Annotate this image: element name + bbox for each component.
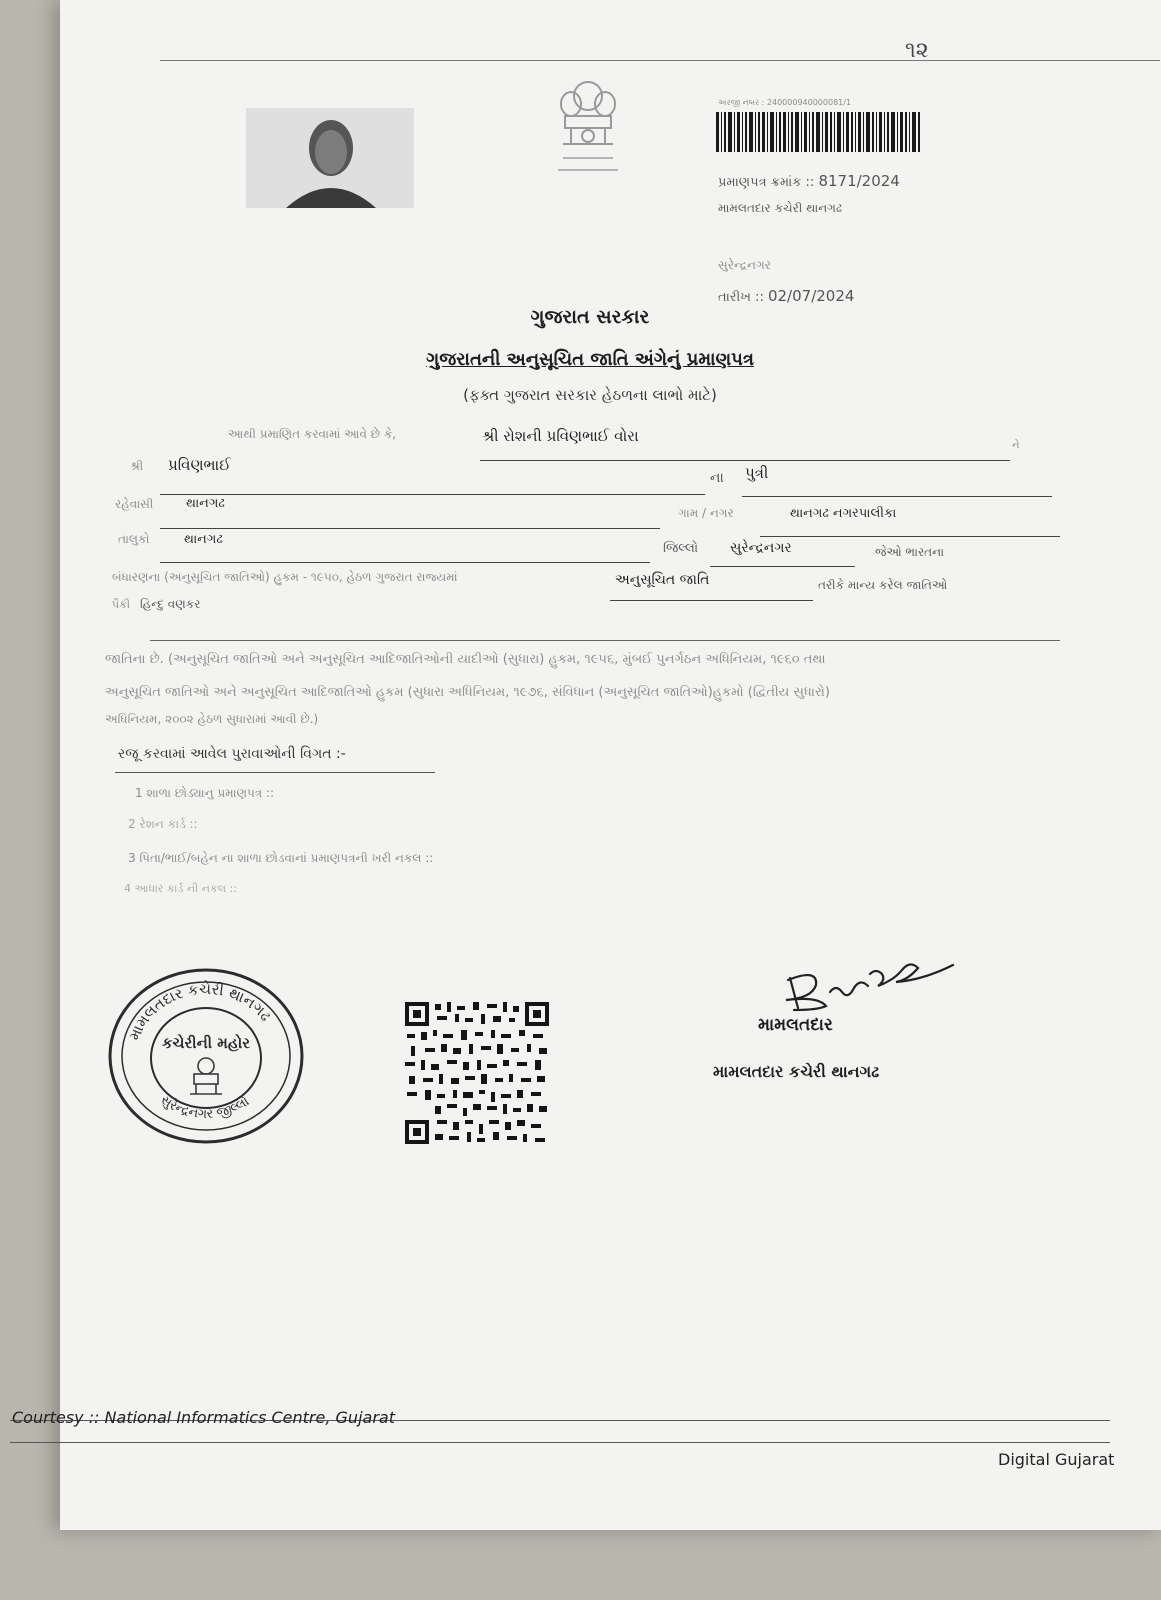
resident-underline <box>160 528 660 529</box>
certificate-number-label: પ્રમાણપત્ર ક્રમાંક :: <box>718 175 815 190</box>
person-photo-icon <box>246 108 414 208</box>
certificate-sheet <box>12 0 1161 1530</box>
father-name: પ્રવિણભાઈ <box>168 456 231 474</box>
office-seal <box>106 966 306 1146</box>
legal-line-2: અનુસૂચિત જાતિઓ અને અનુસૂચિત આદિજાતિઓ હુકમ (સુધારા અધિનિયમ, ૧૯૭૬, સંવિધાન (અનુસૂચિત જાતિઓ)હુકમો (દ્વિતીય સુધારો) <box>105 685 830 700</box>
government-heading: ગુજરાત સરકાર <box>530 306 650 328</box>
round-seal-icon <box>106 966 306 1146</box>
signatory-office: મામલતદાર કચેરી થાનગઢ <box>713 1062 880 1081</box>
relation-underline <box>742 496 1052 497</box>
village-underline <box>760 536 1060 537</box>
ashoka-emblem-icon <box>543 74 633 184</box>
holder-name: શ્રી રોશની પ્રવિણભાઈ વોરા <box>482 427 639 445</box>
certificate-title: ગુજરાતની અનુસૂચિત જાતિ અંગેનું પ્રમાણપત્ર <box>426 349 754 370</box>
district-value: સુરેન્દ્રનગર <box>730 540 792 556</box>
brand-text: Digital Gujarat <box>998 1450 1115 1469</box>
intro-text: આથી પ્રમાણિત કરવામાં આવે છે કે, <box>228 427 397 441</box>
caste-category: અનુસૂચિત જાતિ <box>615 572 710 588</box>
date-value: 02/07/2024 <box>767 287 855 305</box>
signature-mark <box>778 940 968 1015</box>
certificate-date <box>718 287 854 305</box>
relation-value: પુત્રી <box>745 464 769 482</box>
caste-category-underline <box>610 600 813 601</box>
village-label: ગામ / નગર <box>678 506 734 520</box>
whose-label: જેઓ ભારતના <box>875 545 945 559</box>
ne-suffix: ને <box>1012 440 1020 451</box>
evidence-item: 1 શાળા છોડ્યાનુ પ્રમાણપત્ર :: <box>135 786 275 800</box>
applicant-photo <box>246 108 414 208</box>
barcode <box>716 112 922 152</box>
page-number: ૧૨ <box>905 38 929 63</box>
caste-underline <box>150 640 1060 641</box>
signatory-title: મામલતદાર <box>758 1015 833 1035</box>
certificate-number <box>718 172 900 190</box>
evidence-item: 2 રેશન કાર્ડ :: <box>128 817 198 831</box>
taluka-value: થાનગઢ <box>184 532 223 547</box>
svg-text:સુરેન્દ્રનગર જીલ્લો <box>158 1093 253 1122</box>
courtesy-text: Courtesy :: National Informatics Centre, Gujarat <box>12 1408 395 1427</box>
footer-bottom-rule <box>10 1442 1110 1443</box>
legal-line-3: અધિનિયમ, ૨૦૦૨ હેઠળ સુધારામાં આવી છે.) <box>105 712 319 726</box>
father-underline <box>160 494 705 495</box>
na-label: ના <box>710 470 724 486</box>
evidence-item: 4 આધાર કાર્ડ ની નકલ :: <box>124 882 237 895</box>
seal-bottom-text: સુરેન્દ્રનગર જીલ્લો <box>157 1092 253 1122</box>
issuing-office: મામલતદાર કચેરી થાનગઢ <box>718 201 842 215</box>
barcode-label: અરજી નંબર : 240000940000081/1 <box>718 98 852 107</box>
certificate-place: સુરેન્દ્રનગર <box>718 258 771 272</box>
caste-value: હિન્દુ વણકર <box>140 597 201 611</box>
seal-top-text: મામલતદાર કચેરી થાનગઢ <box>125 979 275 1043</box>
constitution-text: બંધારણના (અનુસૂચિત જાતિઓ) હુકમ - ૧૯૫૦, હેઠળ ગુજરાત રાજ્યમાં <box>112 570 458 584</box>
district-label: જિલ્લો <box>663 541 699 556</box>
taluka-label: તાલુકો <box>118 532 150 546</box>
resident-value: થાનગઢ <box>186 496 225 511</box>
shri-label: શ્રી <box>130 459 144 473</box>
name-underline <box>480 460 1010 461</box>
caste-prefix: પૈકી <box>112 598 131 611</box>
district-underline <box>710 566 855 567</box>
certificate-number-value: 8171/2024 <box>818 172 900 190</box>
seal-center-text: કચેરીની મહોર <box>161 1034 251 1052</box>
recognized-text: તરીકે માન્ય કરેલ જાતિઓ <box>818 578 948 592</box>
taluka-underline <box>160 562 650 563</box>
evidence-item: 3 પિતા/ભાઈ/બહેન ના શાળા છોડવાનાં પ્રમાણપત્રની ખરી નકલ :: <box>128 851 434 865</box>
date-label: તારીખ :: <box>718 290 764 305</box>
legal-line-1: જાતિના છે. (અનુસૂચિત જાતિઓ અને અનુસૂચિત આદિજાતિઓની યાદીઓ (સુધારા) હુકમ, ૧૯૫૬, મુંબઈ પુનર્ગઠન અધિનિયમ, ૧૯૬૦ તથા <box>105 652 826 667</box>
qr-code <box>403 1000 551 1146</box>
evidence-heading: રજૂ કરવામાં આવેલ પુરાવાઓની વિગત :- <box>118 746 346 762</box>
evidence-heading-underline <box>115 772 435 773</box>
certificate-subtitle: (ફક્ત ગુજરાત સરકાર હેઠળના લાભો માટે) <box>463 386 717 404</box>
resident-label: રહેવાસી <box>115 497 154 511</box>
national-emblem <box>543 74 633 184</box>
village-value: થાનગઢ નગરપાલીકા <box>790 506 897 521</box>
